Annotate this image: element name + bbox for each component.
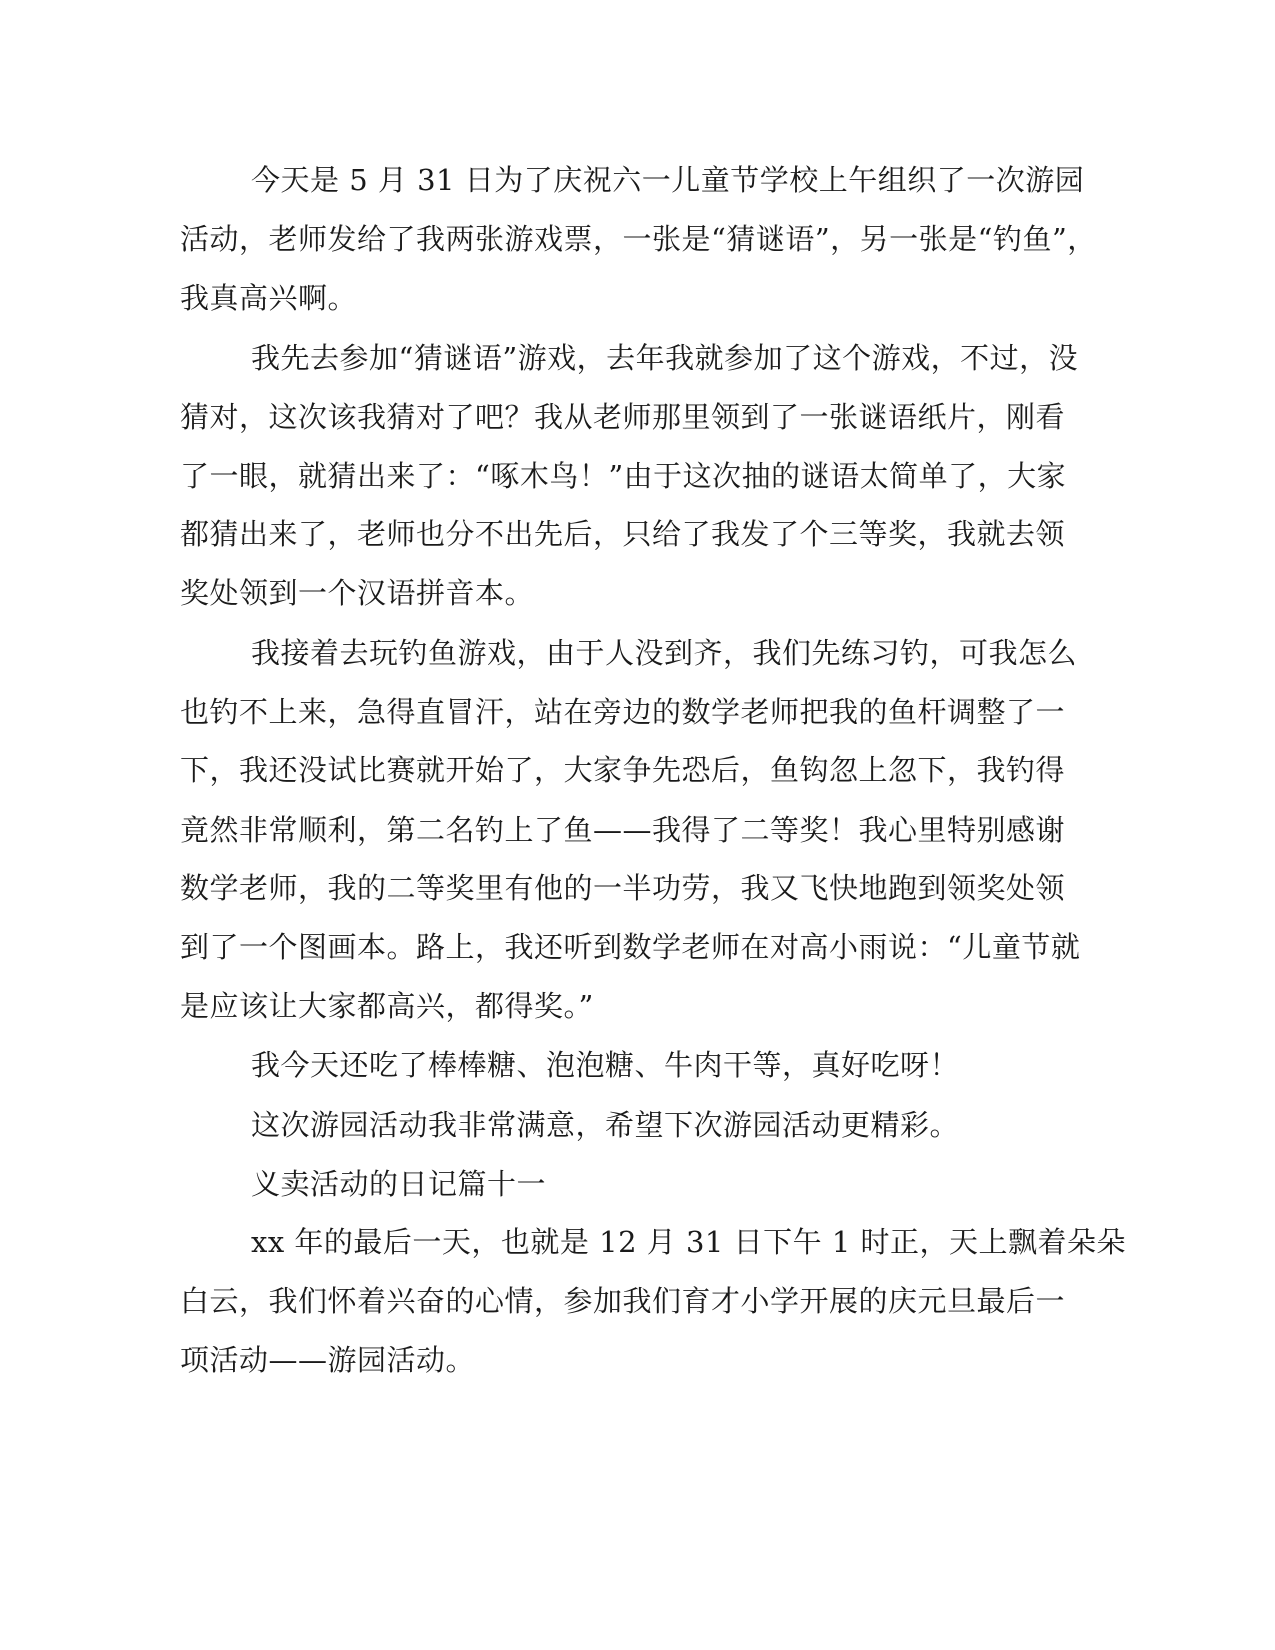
paragraph-line: 到了一个图画本。路上，我还听到数学老师在对高小雨说：“儿童节就 bbox=[180, 930, 1081, 964]
paragraph-line: 我接着去玩钓鱼游戏，由于人没到齐，我们先练习钓，可我怎么 bbox=[251, 636, 1078, 670]
section-heading: 义卖活动的日记篇十一 bbox=[251, 1167, 547, 1201]
paragraph-line: 白云，我们怀着兴奋的心情，参加我们育才小学开展的庆元旦最后一 bbox=[180, 1284, 1066, 1318]
paragraph-line: 这次游园活动我非常满意，希望下次游园活动更精彩。 bbox=[251, 1108, 960, 1142]
paragraph-line: 奖处领到一个汉语拼音本。 bbox=[180, 576, 535, 610]
paragraph-line: 是应该让大家都高兴，都得奖。” bbox=[180, 989, 594, 1023]
paragraph-line: 竟然非常顺利，第二名钓上了鱼——我得了二等奖！我心里特别感谢 bbox=[180, 813, 1066, 847]
paragraph-line: 数学老师，我的二等奖里有他的一半功劳，我又飞快地跑到领奖处领 bbox=[180, 871, 1066, 905]
paragraph-line: 今天是 5 月 31 日为了庆祝六一儿童节学校上午组织了一次游园 bbox=[251, 163, 1085, 197]
paragraph-line: 也钓不上来，急得直冒汗，站在旁边的数学老师把我的鱼杆调整了一 bbox=[180, 695, 1066, 729]
paragraph-line: 都猜出来了，老师也分不出先后，只给了我发了个三等奖，我就去领 bbox=[180, 517, 1066, 551]
paragraph-line: 我先去参加“猜谜语”游戏，去年我就参加了这个游戏，不过，没 bbox=[251, 341, 1079, 375]
paragraph-line: 我今天还吃了棒棒糖、泡泡糖、牛肉干等，真好吃呀！ bbox=[251, 1048, 960, 1082]
paragraph-line: 了一眼，就猜出来了：“啄木鸟！”由于这次抽的谜语太简单了，大家 bbox=[180, 459, 1067, 493]
paragraph-line: 活动，老师发给了我两张游戏票，一张是“猜谜语”，另一张是“钓鱼”， bbox=[180, 222, 1097, 256]
paragraph-line: 我真高兴啊。 bbox=[180, 281, 358, 315]
paragraph-line: xx 年的最后一天，也就是 12 月 31 日下午 1 时正，天上飘着朵朵 bbox=[251, 1225, 1126, 1259]
paragraph-line: 项活动——游园活动。 bbox=[180, 1343, 476, 1377]
paragraph-line: 下，我还没试比赛就开始了，大家争先恐后，鱼钩忽上忽下，我钓得 bbox=[180, 753, 1066, 787]
paragraph-line: 猜对，这次该我猜对了吧？我从老师那里领到了一张谜语纸片，刚看 bbox=[180, 400, 1066, 434]
